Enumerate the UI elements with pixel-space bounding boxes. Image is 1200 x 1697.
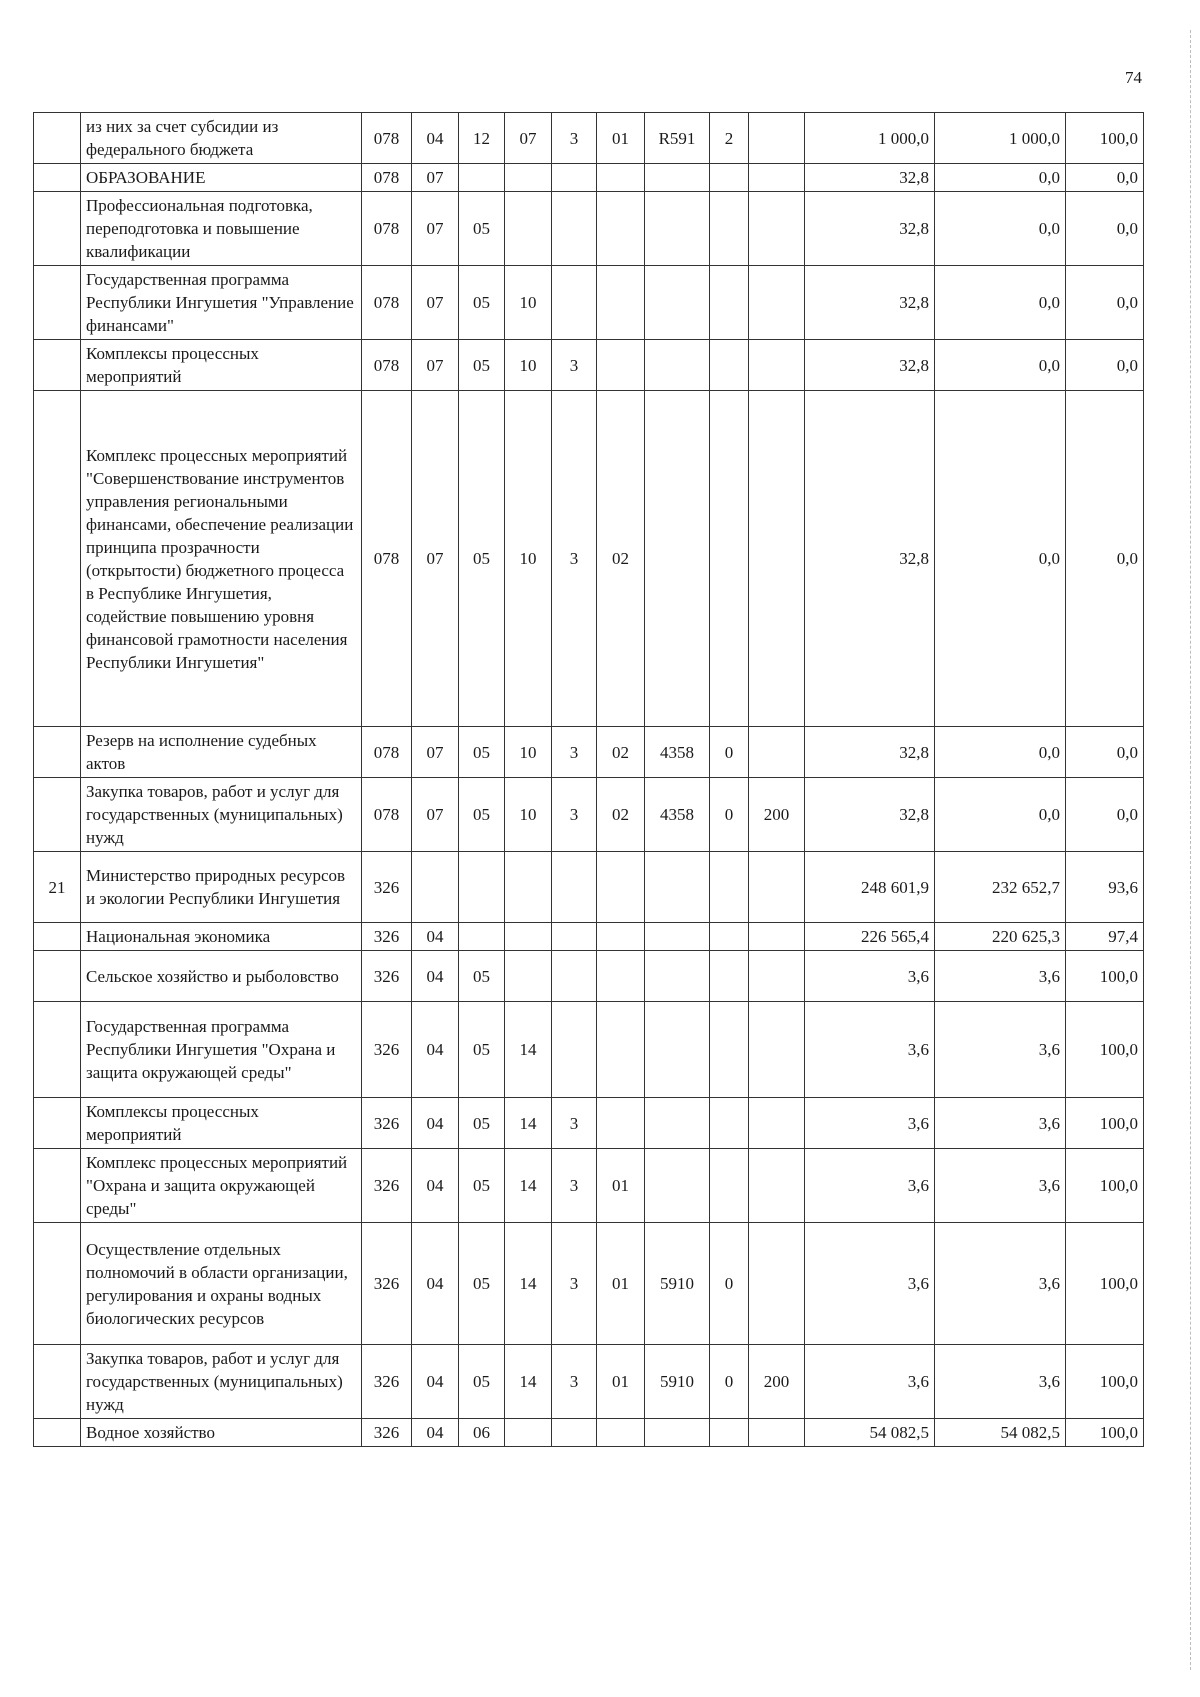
row-fact-cell: 220 625,3 (935, 923, 1066, 951)
row-code-cell: 07 (412, 391, 459, 727)
row-code-cell: 078 (362, 727, 412, 778)
row-code-cell (749, 1002, 805, 1098)
table-row (34, 778, 1144, 852)
row-code-cell: 02 (597, 391, 645, 727)
table-row (34, 923, 1144, 951)
row-code-cell (710, 923, 749, 951)
row-code-cell (459, 852, 505, 923)
row-percent-cell: 0,0 (1066, 727, 1144, 778)
row-code-cell (597, 951, 645, 1002)
row-index-cell (34, 192, 81, 266)
table-row (34, 1149, 1144, 1223)
row-name-cell: Комплексы процессных мероприятий (81, 340, 362, 391)
row-percent-cell: 0,0 (1066, 778, 1144, 852)
row-fact-cell: 3,6 (935, 1223, 1066, 1345)
row-code-cell (505, 852, 552, 923)
row-index-cell (34, 923, 81, 951)
row-code-cell: 4358 (645, 778, 710, 852)
row-name-cell: Государственная программа Республики Ингушетия "Охрана и защита окружающей среды" (81, 1002, 362, 1098)
row-percent-cell: 100,0 (1066, 951, 1144, 1002)
row-index-cell (34, 727, 81, 778)
row-code-cell: 326 (362, 923, 412, 951)
row-code-cell (749, 1419, 805, 1447)
row-name-cell: из них за счет субсидии из федерального бюджета (81, 113, 362, 164)
table-row (34, 164, 1144, 192)
row-index-cell (34, 951, 81, 1002)
row-index-cell (34, 1419, 81, 1447)
row-code-cell: 04 (412, 1098, 459, 1149)
row-code-cell: 3 (552, 1223, 597, 1345)
budget-table (33, 112, 1144, 1447)
row-index-cell (34, 1223, 81, 1345)
row-code-cell (505, 923, 552, 951)
row-percent-cell: 100,0 (1066, 1098, 1144, 1149)
row-percent-cell: 0,0 (1066, 391, 1144, 727)
row-code-cell (552, 192, 597, 266)
row-code-cell: 326 (362, 1002, 412, 1098)
row-code-cell (597, 266, 645, 340)
row-code-cell (749, 852, 805, 923)
row-code-cell (749, 164, 805, 192)
row-code-cell: R591 (645, 113, 710, 164)
row-code-cell (710, 192, 749, 266)
table-row (34, 1098, 1144, 1149)
row-plan-cell: 32,8 (805, 192, 935, 266)
row-index-cell (34, 778, 81, 852)
row-fact-cell: 0,0 (935, 340, 1066, 391)
row-code-cell: 05 (459, 1345, 505, 1419)
row-code-cell: 07 (412, 727, 459, 778)
row-plan-cell: 32,8 (805, 266, 935, 340)
row-index-cell (34, 1345, 81, 1419)
row-plan-cell: 3,6 (805, 1149, 935, 1223)
row-percent-cell: 100,0 (1066, 1345, 1144, 1419)
row-code-cell: 3 (552, 1149, 597, 1223)
row-code-cell: 078 (362, 113, 412, 164)
row-code-cell (552, 951, 597, 1002)
row-code-cell: 05 (459, 391, 505, 727)
row-name-cell: Министерство природных ресурсов и экологии Республики Ингушетия (81, 852, 362, 923)
row-plan-cell: 1 000,0 (805, 113, 935, 164)
row-name-cell: Закупка товаров, работ и услуг для государственных (муниципальных) нужд (81, 1345, 362, 1419)
row-name-cell: Комплекс процессных мероприятий "Совершенствование инструментов управления региональными финансами, обеспечение реализации принципа прозрачности (открытости) бюджетного процесса в Республике Ингушетия, содействие повышению уровня финансовой грамотности населения Республики Ингушетия" (81, 391, 362, 727)
row-code-cell (645, 1419, 710, 1447)
row-fact-cell: 3,6 (935, 1098, 1066, 1149)
row-index-cell (34, 164, 81, 192)
row-code-cell: 200 (749, 778, 805, 852)
table-row (34, 340, 1144, 391)
row-code-cell (597, 1098, 645, 1149)
row-code-cell: 200 (749, 1345, 805, 1419)
row-plan-cell: 32,8 (805, 778, 935, 852)
row-code-cell: 0 (710, 1223, 749, 1345)
row-code-cell: 01 (597, 113, 645, 164)
row-code-cell (710, 391, 749, 727)
row-fact-cell: 0,0 (935, 164, 1066, 192)
row-code-cell (749, 113, 805, 164)
row-code-cell (552, 923, 597, 951)
row-code-cell (645, 923, 710, 951)
row-percent-cell: 100,0 (1066, 1149, 1144, 1223)
row-name-cell: Национальная экономика (81, 923, 362, 951)
row-code-cell: 0 (710, 778, 749, 852)
row-name-cell: Государственная программа Республики Ингушетия "Управление финансами" (81, 266, 362, 340)
row-code-cell (749, 1149, 805, 1223)
row-code-cell: 14 (505, 1149, 552, 1223)
row-code-cell: 04 (412, 1002, 459, 1098)
row-percent-cell: 100,0 (1066, 1002, 1144, 1098)
row-percent-cell: 0,0 (1066, 164, 1144, 192)
row-code-cell: 0 (710, 727, 749, 778)
row-code-cell (749, 192, 805, 266)
row-code-cell: 3 (552, 340, 597, 391)
scan-edge-line (1190, 30, 1192, 1670)
row-code-cell: 07 (412, 266, 459, 340)
row-percent-cell: 93,6 (1066, 852, 1144, 923)
row-code-cell: 0 (710, 1345, 749, 1419)
row-fact-cell: 0,0 (935, 778, 1066, 852)
row-code-cell (459, 164, 505, 192)
row-code-cell: 01 (597, 1149, 645, 1223)
row-code-cell: 3 (552, 391, 597, 727)
row-code-cell: 01 (597, 1223, 645, 1345)
row-code-cell: 2 (710, 113, 749, 164)
row-plan-cell: 248 601,9 (805, 852, 935, 923)
row-code-cell: 14 (505, 1223, 552, 1345)
row-name-cell: Комплексы процессных мероприятий (81, 1098, 362, 1149)
row-code-cell: 07 (505, 113, 552, 164)
row-code-cell (645, 340, 710, 391)
row-percent-cell: 0,0 (1066, 340, 1144, 391)
row-fact-cell: 0,0 (935, 727, 1066, 778)
row-percent-cell: 97,4 (1066, 923, 1144, 951)
row-code-cell: 07 (412, 164, 459, 192)
table-row (34, 113, 1144, 164)
row-code-cell: 326 (362, 852, 412, 923)
row-code-cell: 3 (552, 778, 597, 852)
row-code-cell (552, 266, 597, 340)
row-plan-cell: 32,8 (805, 727, 935, 778)
row-code-cell: 326 (362, 1149, 412, 1223)
table-row (34, 1223, 1144, 1345)
table-row (34, 852, 1144, 923)
row-code-cell (710, 1419, 749, 1447)
row-plan-cell: 3,6 (805, 1223, 935, 1345)
row-code-cell: 04 (412, 923, 459, 951)
row-code-cell: 07 (412, 778, 459, 852)
row-plan-cell: 54 082,5 (805, 1419, 935, 1447)
row-code-cell: 10 (505, 340, 552, 391)
row-code-cell: 04 (412, 113, 459, 164)
row-code-cell: 14 (505, 1002, 552, 1098)
row-code-cell: 06 (459, 1419, 505, 1447)
row-code-cell (597, 852, 645, 923)
row-fact-cell: 0,0 (935, 391, 1066, 727)
row-code-cell (749, 1098, 805, 1149)
row-index-cell: 21 (34, 852, 81, 923)
row-code-cell: 02 (597, 778, 645, 852)
row-code-cell (710, 266, 749, 340)
row-plan-cell: 226 565,4 (805, 923, 935, 951)
row-code-cell: 4358 (645, 727, 710, 778)
row-code-cell: 3 (552, 113, 597, 164)
row-code-cell (505, 192, 552, 266)
row-code-cell: 14 (505, 1345, 552, 1419)
row-plan-cell: 32,8 (805, 340, 935, 391)
row-code-cell: 05 (459, 1149, 505, 1223)
row-code-cell (505, 1419, 552, 1447)
row-code-cell (749, 391, 805, 727)
row-code-cell: 05 (459, 192, 505, 266)
row-code-cell (710, 1002, 749, 1098)
row-code-cell (412, 852, 459, 923)
row-percent-cell: 0,0 (1066, 192, 1144, 266)
row-code-cell: 04 (412, 1149, 459, 1223)
row-code-cell (645, 391, 710, 727)
row-code-cell: 326 (362, 1345, 412, 1419)
row-code-cell: 078 (362, 778, 412, 852)
row-code-cell (505, 951, 552, 1002)
row-code-cell (459, 923, 505, 951)
row-code-cell: 3 (552, 1098, 597, 1149)
row-code-cell: 10 (505, 266, 552, 340)
row-code-cell (645, 1098, 710, 1149)
row-code-cell (710, 1149, 749, 1223)
row-fact-cell: 54 082,5 (935, 1419, 1066, 1447)
row-code-cell (597, 923, 645, 951)
table-row (34, 1002, 1144, 1098)
row-index-cell (34, 1002, 81, 1098)
row-code-cell (749, 951, 805, 1002)
row-code-cell (597, 1419, 645, 1447)
row-code-cell (645, 1002, 710, 1098)
row-code-cell (749, 923, 805, 951)
row-code-cell (749, 340, 805, 391)
row-code-cell: 05 (459, 1002, 505, 1098)
table-row (34, 192, 1144, 266)
row-code-cell: 04 (412, 1419, 459, 1447)
row-plan-cell: 32,8 (805, 164, 935, 192)
row-index-cell (34, 391, 81, 727)
row-fact-cell: 1 000,0 (935, 113, 1066, 164)
row-code-cell: 10 (505, 391, 552, 727)
row-fact-cell: 3,6 (935, 1149, 1066, 1223)
row-code-cell (645, 852, 710, 923)
row-code-cell: 078 (362, 164, 412, 192)
row-name-cell: Комплекс процессных мероприятий "Охрана и защита окружающей среды" (81, 1149, 362, 1223)
row-fact-cell: 3,6 (935, 951, 1066, 1002)
page-number: 74 (1125, 68, 1142, 87)
row-code-cell: 02 (597, 727, 645, 778)
row-code-cell: 05 (459, 778, 505, 852)
row-code-cell: 078 (362, 266, 412, 340)
row-plan-cell: 3,6 (805, 1098, 935, 1149)
row-code-cell: 5910 (645, 1345, 710, 1419)
row-code-cell: 078 (362, 391, 412, 727)
row-code-cell (597, 164, 645, 192)
row-code-cell: 01 (597, 1345, 645, 1419)
row-code-cell: 078 (362, 340, 412, 391)
table-row (34, 391, 1144, 727)
row-code-cell (645, 266, 710, 340)
table-row (34, 951, 1144, 1002)
row-code-cell (505, 164, 552, 192)
row-code-cell (710, 164, 749, 192)
row-name-cell: Сельское хозяйство и рыболовство (81, 951, 362, 1002)
row-code-cell: 326 (362, 1098, 412, 1149)
row-code-cell: 326 (362, 1223, 412, 1345)
row-code-cell (710, 1098, 749, 1149)
row-code-cell: 04 (412, 1223, 459, 1345)
row-name-cell: Закупка товаров, работ и услуг для государственных (муниципальных) нужд (81, 778, 362, 852)
row-name-cell: Осуществление отдельных полномочий в области организации, регулирования и охраны водных биологических ресурсов (81, 1223, 362, 1345)
row-code-cell (645, 951, 710, 1002)
row-code-cell (710, 951, 749, 1002)
table-row (34, 1345, 1144, 1419)
row-code-cell (710, 852, 749, 923)
row-code-cell: 05 (459, 1223, 505, 1345)
row-code-cell: 05 (459, 727, 505, 778)
row-index-cell (34, 340, 81, 391)
row-code-cell (645, 192, 710, 266)
row-code-cell: 10 (505, 727, 552, 778)
row-index-cell (34, 1098, 81, 1149)
row-code-cell: 05 (459, 266, 505, 340)
row-index-cell (34, 113, 81, 164)
row-code-cell (552, 852, 597, 923)
table-body (34, 113, 1144, 1447)
row-code-cell: 14 (505, 1098, 552, 1149)
row-code-cell: 07 (412, 192, 459, 266)
row-fact-cell: 3,6 (935, 1345, 1066, 1419)
row-code-cell (552, 1002, 597, 1098)
row-code-cell: 05 (459, 340, 505, 391)
row-code-cell: 326 (362, 1419, 412, 1447)
row-plan-cell: 3,6 (805, 951, 935, 1002)
row-code-cell: 078 (362, 192, 412, 266)
row-plan-cell: 3,6 (805, 1345, 935, 1419)
row-code-cell: 3 (552, 1345, 597, 1419)
row-code-cell: 5910 (645, 1223, 710, 1345)
row-code-cell: 05 (459, 1098, 505, 1149)
row-code-cell (749, 266, 805, 340)
row-percent-cell: 100,0 (1066, 1419, 1144, 1447)
row-percent-cell: 100,0 (1066, 1223, 1144, 1345)
table-row (34, 266, 1144, 340)
row-code-cell: 3 (552, 727, 597, 778)
row-code-cell (645, 1149, 710, 1223)
row-code-cell: 04 (412, 951, 459, 1002)
row-plan-cell: 32,8 (805, 391, 935, 727)
row-code-cell (552, 164, 597, 192)
row-fact-cell: 0,0 (935, 266, 1066, 340)
row-name-cell: ОБРАЗОВАНИЕ (81, 164, 362, 192)
row-code-cell (597, 1002, 645, 1098)
row-code-cell: 10 (505, 778, 552, 852)
row-code-cell: 04 (412, 1345, 459, 1419)
row-index-cell (34, 1149, 81, 1223)
row-percent-cell: 0,0 (1066, 266, 1144, 340)
row-code-cell (645, 164, 710, 192)
row-code-cell: 326 (362, 951, 412, 1002)
row-code-cell (710, 340, 749, 391)
row-name-cell: Водное хозяйство (81, 1419, 362, 1447)
row-name-cell: Профессиональная подготовка, переподготовка и повышение квалификации (81, 192, 362, 266)
row-code-cell (597, 340, 645, 391)
row-code-cell (597, 192, 645, 266)
row-fact-cell: 232 652,7 (935, 852, 1066, 923)
table-row (34, 1419, 1144, 1447)
row-code-cell (749, 1223, 805, 1345)
row-index-cell (34, 266, 81, 340)
row-code-cell: 07 (412, 340, 459, 391)
row-plan-cell: 3,6 (805, 1002, 935, 1098)
row-code-cell: 12 (459, 113, 505, 164)
row-code-cell: 05 (459, 951, 505, 1002)
row-code-cell (552, 1419, 597, 1447)
row-name-cell: Резерв на исполнение судебных актов (81, 727, 362, 778)
table-row (34, 727, 1144, 778)
row-fact-cell: 0,0 (935, 192, 1066, 266)
row-code-cell (749, 727, 805, 778)
row-percent-cell: 100,0 (1066, 113, 1144, 164)
row-fact-cell: 3,6 (935, 1002, 1066, 1098)
